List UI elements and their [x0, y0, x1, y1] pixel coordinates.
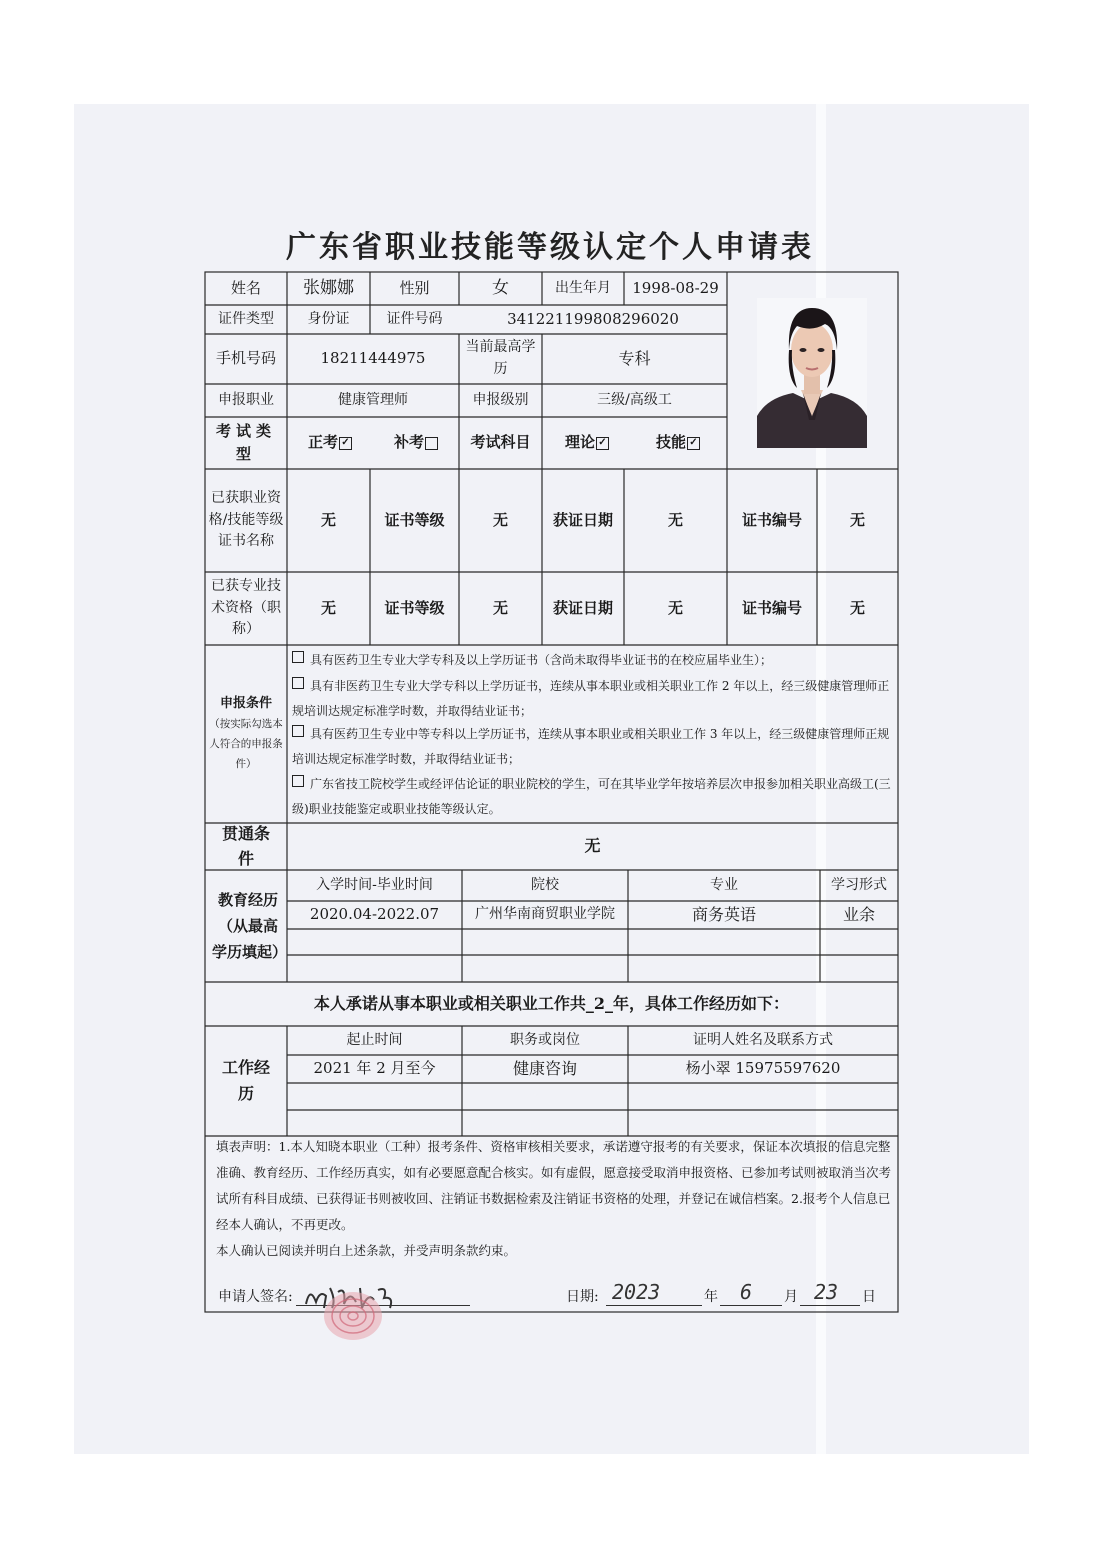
pledge-text: 本人承诺从事本职业或相关职业工作共_2_年，具体工作经历如下：: [313, 993, 790, 1013]
id-type-label: 证件类型: [218, 310, 274, 327]
edu-period-value: 2020.04-2022.07: [309, 905, 440, 924]
condition-checkbox[interactable]: [292, 775, 304, 787]
edu-header-mode: 学习形式: [831, 876, 887, 893]
through-label: 贯通条件: [221, 823, 270, 868]
condition-checkbox[interactable]: [292, 677, 304, 689]
condition-item[interactable]: [292, 674, 898, 724]
exam-first-checkbox[interactable]: ✓: [339, 437, 352, 450]
conditions-note: （按实际勾选本人符合的申报条件）: [209, 718, 283, 771]
work-position-value: 健康咨询: [512, 1058, 577, 1078]
signature-label: 申请人签名:: [218, 1289, 293, 1305]
month-underline: [720, 1305, 782, 1306]
declaration-confirm: 本人确认已阅读并明白上述条款，并受声明条款约束。: [216, 1243, 517, 1258]
qualification-cert-name: 无: [320, 510, 336, 529]
phone-value: 18211444975: [320, 349, 426, 368]
qualification-grade-value: 无: [492, 510, 508, 529]
id-no-value: 341221199808296020: [507, 309, 679, 328]
year-underline: [606, 1305, 702, 1306]
title-number-label: 证书编号: [741, 598, 802, 617]
work-header-reference: 证明人姓名及联系方式: [693, 1031, 833, 1048]
condition-text: 具有医药卫生专业大学专科及以上学历证书（含尚未取得毕业证书的在校应届毕业生）；: [310, 653, 773, 667]
subject-label: 考试科目: [470, 433, 531, 452]
declaration-block: [216, 1134, 896, 1264]
education-label: 教育经历（从最高学历填起）: [212, 891, 288, 961]
edu-mode-value: 业余: [842, 904, 875, 924]
applicant-photo: [757, 298, 867, 448]
condition-checkbox[interactable]: [292, 725, 304, 737]
condition-text: 具有非医药卫生专业大学专科以上学历证书，连续从事本职业或相关职业工作 2 年以上，经三级健康管理师正规培训达规定标准学时数，并取得结业证书；: [292, 679, 890, 718]
condition-item[interactable]: [292, 648, 898, 673]
edu-major-value: 商务英语: [691, 904, 756, 924]
title-date-value: 无: [667, 598, 683, 617]
level-label: 申报级别: [472, 391, 529, 408]
name-label: 姓名: [230, 278, 261, 297]
title-date-label: 获证日期: [552, 598, 613, 617]
exam-makeup-option[interactable]: [373, 417, 459, 469]
work-header-position: 职务或岗位: [510, 1031, 580, 1048]
declaration-text: 填表声明：1.本人知晓本职业（工种）报考条件、资格审核相关要求，承诺遵守报考的有关要求，保证本次填报的信息完整准确、教育经历、工作经历真实，如有必要愿意配合核实。如有虚假，愿意接受取消申报资格、已参加考试则被取消当次考试所有科目成绩、已获得证书则被收回、注销证书数据检索及注销证书资格的处理，并登记在诚信档案。2.报考个人信息已经本人确认，不再更改。: [216, 1139, 892, 1232]
gender-label: 性别: [399, 278, 430, 297]
title-cert-label: 已获专业技术资格（职称）: [211, 577, 281, 638]
date-label: 日期:: [566, 1289, 599, 1305]
month-label: 月: [784, 1289, 798, 1305]
qualification-cert-label: 已获职业资格/技能等级证书名称: [208, 489, 284, 550]
qualification-date-value: 无: [667, 510, 683, 529]
condition-text: 广东省技工院校学生或经评估论证的职业院校的学生，可在其毕业学年按培养层次申报参加相关职业高级工(三级)职业技能鉴定或职业技能等级认定。: [292, 777, 891, 816]
condition-item[interactable]: [292, 772, 898, 822]
conditions-label-cell: [208, 645, 284, 823]
title-grade-label: 证书等级: [384, 598, 445, 617]
date-day-value: 23: [814, 1280, 839, 1304]
through-value: 无: [584, 836, 601, 856]
name-value: 张娜娜: [303, 278, 354, 299]
subject-theory-checkbox[interactable]: ✓: [596, 437, 609, 450]
education-level-label: 当前最高学历: [465, 339, 536, 377]
edu-header-school: 院校: [531, 876, 559, 893]
form-title: 广东省职业技能等级认定个人申请表: [286, 230, 814, 265]
edu-school-value: 广州华南商贸职业学院: [475, 906, 615, 923]
edu-header-major: 专业: [710, 876, 738, 893]
condition-item[interactable]: [292, 722, 898, 772]
exam-makeup-label: 补考: [393, 433, 424, 452]
work-label: 工作经历: [221, 1058, 270, 1103]
work-period-value: 2021 年 2 月至今: [313, 1059, 436, 1078]
day-label: 日: [862, 1289, 876, 1305]
title-cert-name: 无: [320, 598, 336, 617]
birth-label: 出生年月: [555, 279, 611, 296]
occupation-label: 申报职业: [218, 391, 274, 408]
work-header-period: 起止时间: [346, 1031, 403, 1048]
condition-checkbox[interactable]: [292, 651, 304, 663]
exam-first-option[interactable]: [287, 417, 373, 469]
gender-value: 女: [492, 278, 509, 299]
qualification-date-label: 获证日期: [552, 510, 613, 529]
subject-theory-option[interactable]: [542, 417, 632, 469]
edu-header-period: 入学时间-毕业时间: [316, 876, 433, 893]
condition-text: 具有医药卫生专业中等专科以上学历证书，连续从事本职业或相关职业工作 3 年以上，经三级健康管理师正规培训达规定标准学时数，并取得结业证书；: [292, 727, 890, 766]
date-month-value: 6: [740, 1280, 753, 1304]
date-year-value: 2023: [612, 1280, 661, 1304]
occupation-value: 健康管理师: [338, 391, 408, 408]
qualification-grade-label: 证书等级: [384, 510, 445, 529]
education-level-value: 专科: [618, 348, 651, 368]
level-value: 三级/高级工: [597, 391, 672, 408]
birth-value: 1998-08-29: [632, 278, 719, 297]
work-reference-value: 杨小翠 15975597620: [685, 1059, 841, 1078]
qualification-number-label: 证书编号: [741, 510, 802, 529]
title-number-value: 无: [849, 598, 865, 617]
subject-skill-checkbox[interactable]: ✓: [687, 437, 700, 450]
qualification-number-value: 无: [849, 510, 865, 529]
exam-first-label: 正考: [307, 433, 338, 452]
exam-makeup-checkbox[interactable]: [425, 437, 438, 450]
exam-type-label: 考试类型: [215, 421, 276, 463]
id-no-label: 证件号码: [386, 310, 443, 327]
id-type-value: 身份证: [307, 310, 350, 327]
title-grade-value: 无: [492, 598, 508, 617]
subject-skill-label: 技能: [655, 433, 686, 452]
year-label: 年: [704, 1289, 718, 1305]
fingerprint-stamp: [322, 1290, 384, 1342]
conditions-label: 申报条件: [219, 695, 272, 711]
subject-theory-label: 理论: [564, 433, 595, 452]
subject-skill-option[interactable]: [632, 417, 724, 469]
phone-label: 手机号码: [215, 349, 276, 368]
day-underline: [800, 1305, 860, 1306]
